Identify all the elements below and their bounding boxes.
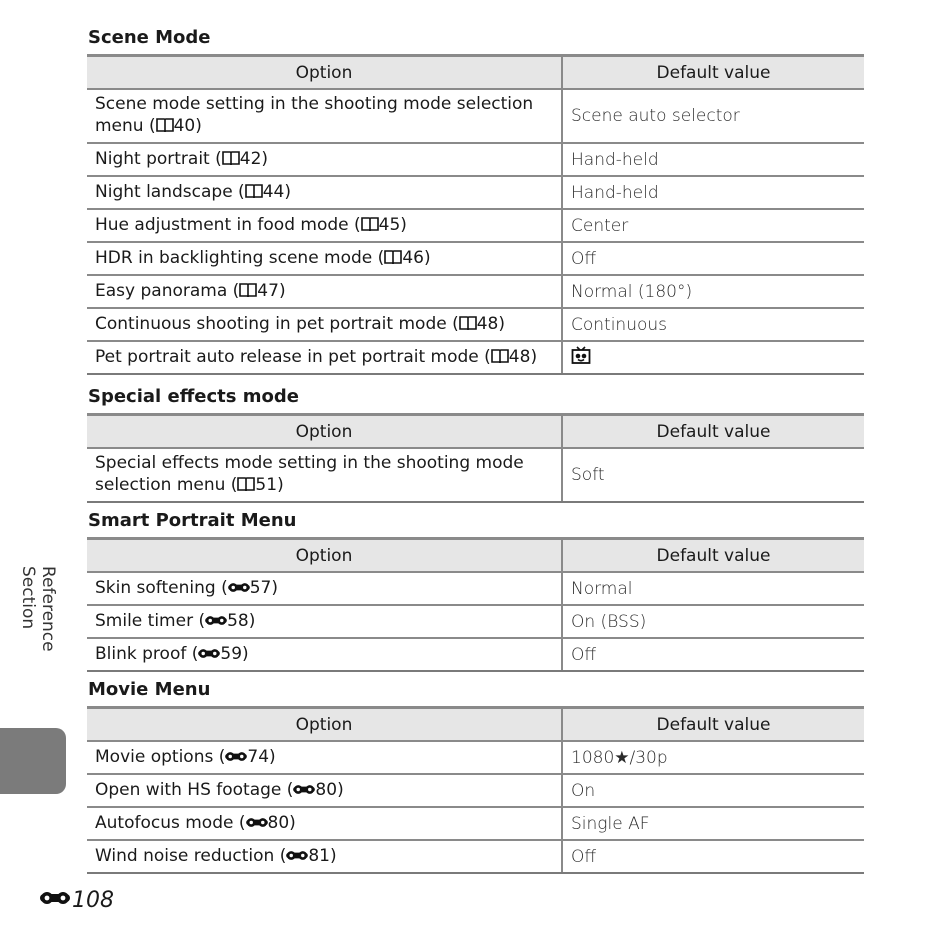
page-reference: 42	[239, 148, 262, 169]
option-cell	[87, 275, 562, 308]
side-section-label: Reference Section	[18, 566, 58, 652]
close-paren: )	[337, 780, 344, 800]
book-icon	[384, 249, 402, 271]
close-paren: )	[271, 578, 278, 598]
table-row	[87, 741, 864, 774]
default-value-cell: Off	[562, 840, 864, 873]
section-title-smart-portrait-menu: Smart Portrait Menu	[88, 510, 297, 531]
option-text: Night portrait (	[95, 148, 222, 169]
option-text: Easy panorama (	[95, 280, 240, 301]
column-header-default-value: Default value	[562, 56, 864, 90]
table-header-row	[87, 708, 864, 742]
option-cell	[87, 807, 562, 840]
table-header-row	[87, 539, 864, 573]
close-paren: )	[242, 644, 249, 664]
option-text: Hue adjustment in food mode (	[95, 214, 361, 235]
reference-e-icon	[228, 578, 250, 600]
book-icon	[239, 282, 257, 304]
page-reference: 59	[220, 644, 243, 664]
table-row	[87, 242, 864, 275]
book-icon	[237, 476, 255, 498]
default-value-cell: On	[562, 774, 864, 807]
table-row	[87, 807, 864, 840]
option-cell	[87, 308, 562, 341]
table-row	[87, 308, 864, 341]
default-value-cell: On (BSS)	[562, 605, 864, 638]
close-paren: )	[261, 148, 269, 169]
default-value-cell: Normal (180°)	[562, 275, 864, 308]
option-cell	[87, 605, 562, 638]
default-value-cell: Single AF	[562, 807, 864, 840]
close-paren: )	[195, 116, 202, 136]
close-paren: )	[269, 747, 276, 767]
book-icon	[361, 216, 379, 238]
table-row	[87, 448, 864, 502]
default-value-cell: Continuous	[562, 308, 864, 341]
default-value-cell: Hand-held	[562, 176, 864, 209]
close-paren: )	[530, 346, 538, 367]
page-reference: 45	[378, 214, 401, 235]
default-value-cell: Center	[562, 209, 864, 242]
page-reference: 57	[249, 578, 272, 598]
reference-e-icon	[205, 611, 227, 633]
close-paren: )	[498, 313, 506, 334]
option-text: Special effects mode setting in the shooting mode selection menu (	[95, 453, 524, 495]
page-number-text: 108	[72, 888, 114, 913]
reference-e-icon	[198, 644, 220, 666]
option-cell	[87, 840, 562, 873]
option-text: Autofocus mode (	[95, 813, 246, 833]
column-header-option: Option	[87, 56, 562, 90]
page-reference: 46	[402, 247, 424, 268]
page-reference: 48	[508, 346, 531, 367]
option-cell	[87, 638, 562, 671]
table-row	[87, 143, 864, 176]
default-value-cell: Hand-held	[562, 143, 864, 176]
page-reference: 81	[308, 846, 330, 866]
reference-e-icon	[293, 780, 315, 802]
table-row	[87, 605, 864, 638]
option-text: Movie options (	[95, 747, 226, 767]
table-row	[87, 275, 864, 308]
option-text: Continuous shooting in pet portrait mode (	[95, 313, 459, 334]
section-title-special-effects-mode: Special effects mode	[88, 386, 299, 407]
page-reference: 40	[173, 116, 196, 136]
movie-menu-table	[87, 706, 864, 874]
default-value-cell: Off	[562, 242, 864, 275]
page-reference: 80	[315, 780, 338, 800]
section-thumb-tab	[0, 728, 66, 794]
column-header-default-value: Default value	[562, 415, 864, 449]
column-header-option: Option	[87, 708, 562, 742]
option-cell	[87, 741, 562, 774]
table-row	[87, 840, 864, 873]
close-paren: )	[423, 247, 431, 268]
reference-e-icon	[40, 888, 70, 913]
table-row	[87, 638, 864, 671]
reference-e-icon	[246, 813, 268, 835]
special-effects-table	[87, 413, 864, 503]
close-paren: )	[284, 181, 291, 202]
scene-mode-table	[87, 54, 864, 375]
default-value-cell: Normal	[562, 572, 864, 605]
default-value-cell: Scene auto selector	[562, 89, 864, 143]
option-text: Scene mode setting in the shooting mode selection menu (	[95, 94, 534, 136]
table-header-row	[87, 56, 864, 90]
page-reference: 58	[227, 611, 249, 631]
option-text: Night landscape (	[95, 181, 245, 202]
option-text: HDR in backlighting scene mode (	[95, 247, 385, 268]
page-reference: 74	[247, 747, 270, 767]
column-header-default-value: Default value	[562, 708, 864, 742]
table-row	[87, 572, 864, 605]
page-number	[40, 888, 114, 913]
option-cell	[87, 89, 562, 143]
smart-portrait-table	[87, 537, 864, 672]
option-text: Smile timer (	[95, 611, 206, 631]
page-reference: 80	[267, 813, 290, 833]
default-value-cell: Soft	[562, 448, 864, 502]
option-cell	[87, 242, 562, 275]
column-header-option: Option	[87, 539, 562, 573]
option-cell	[87, 448, 562, 502]
default-value-cell: 1080★/30p	[562, 741, 864, 774]
table-row	[87, 774, 864, 807]
column-header-option: Option	[87, 415, 562, 449]
option-text: Wind noise reduction (	[95, 846, 287, 866]
section-title-scene-mode: Scene Mode	[88, 27, 211, 48]
option-text: Open with HS footage (	[95, 780, 294, 800]
option-cell	[87, 176, 562, 209]
table-row	[87, 341, 864, 374]
page-reference: 47	[257, 280, 279, 301]
option-text: Pet portrait auto release in pet portrait mode (	[95, 346, 491, 367]
close-paren: )	[289, 813, 296, 833]
option-cell	[87, 572, 562, 605]
table-row	[87, 89, 864, 143]
close-paren: )	[329, 846, 337, 866]
column-header-default-value: Default value	[562, 539, 864, 573]
option-cell	[87, 341, 562, 374]
book-icon	[459, 315, 477, 337]
page-reference: 48	[476, 313, 499, 334]
book-icon	[245, 183, 263, 205]
option-text: Skin softening (	[95, 578, 228, 598]
close-paren: )	[277, 475, 284, 495]
pet-auto-release-icon	[571, 346, 591, 370]
close-paren: )	[278, 280, 286, 301]
book-icon	[222, 150, 240, 172]
default-value-cell: Off	[562, 638, 864, 671]
table-row	[87, 209, 864, 242]
default-value-cell	[562, 341, 864, 374]
page-reference: 44	[262, 181, 285, 202]
option-text: Blink proof (	[95, 644, 199, 664]
option-cell	[87, 774, 562, 807]
close-paren: )	[248, 611, 256, 631]
page-reference: 51	[255, 475, 278, 495]
reference-e-icon	[225, 747, 247, 769]
reference-e-icon	[286, 846, 308, 868]
section-title-movie-menu: Movie Menu	[88, 679, 211, 700]
close-paren: )	[400, 214, 407, 235]
book-icon	[156, 117, 174, 139]
book-icon	[491, 348, 509, 370]
table-header-row	[87, 415, 864, 449]
table-row	[87, 176, 864, 209]
option-cell	[87, 209, 562, 242]
option-cell	[87, 143, 562, 176]
